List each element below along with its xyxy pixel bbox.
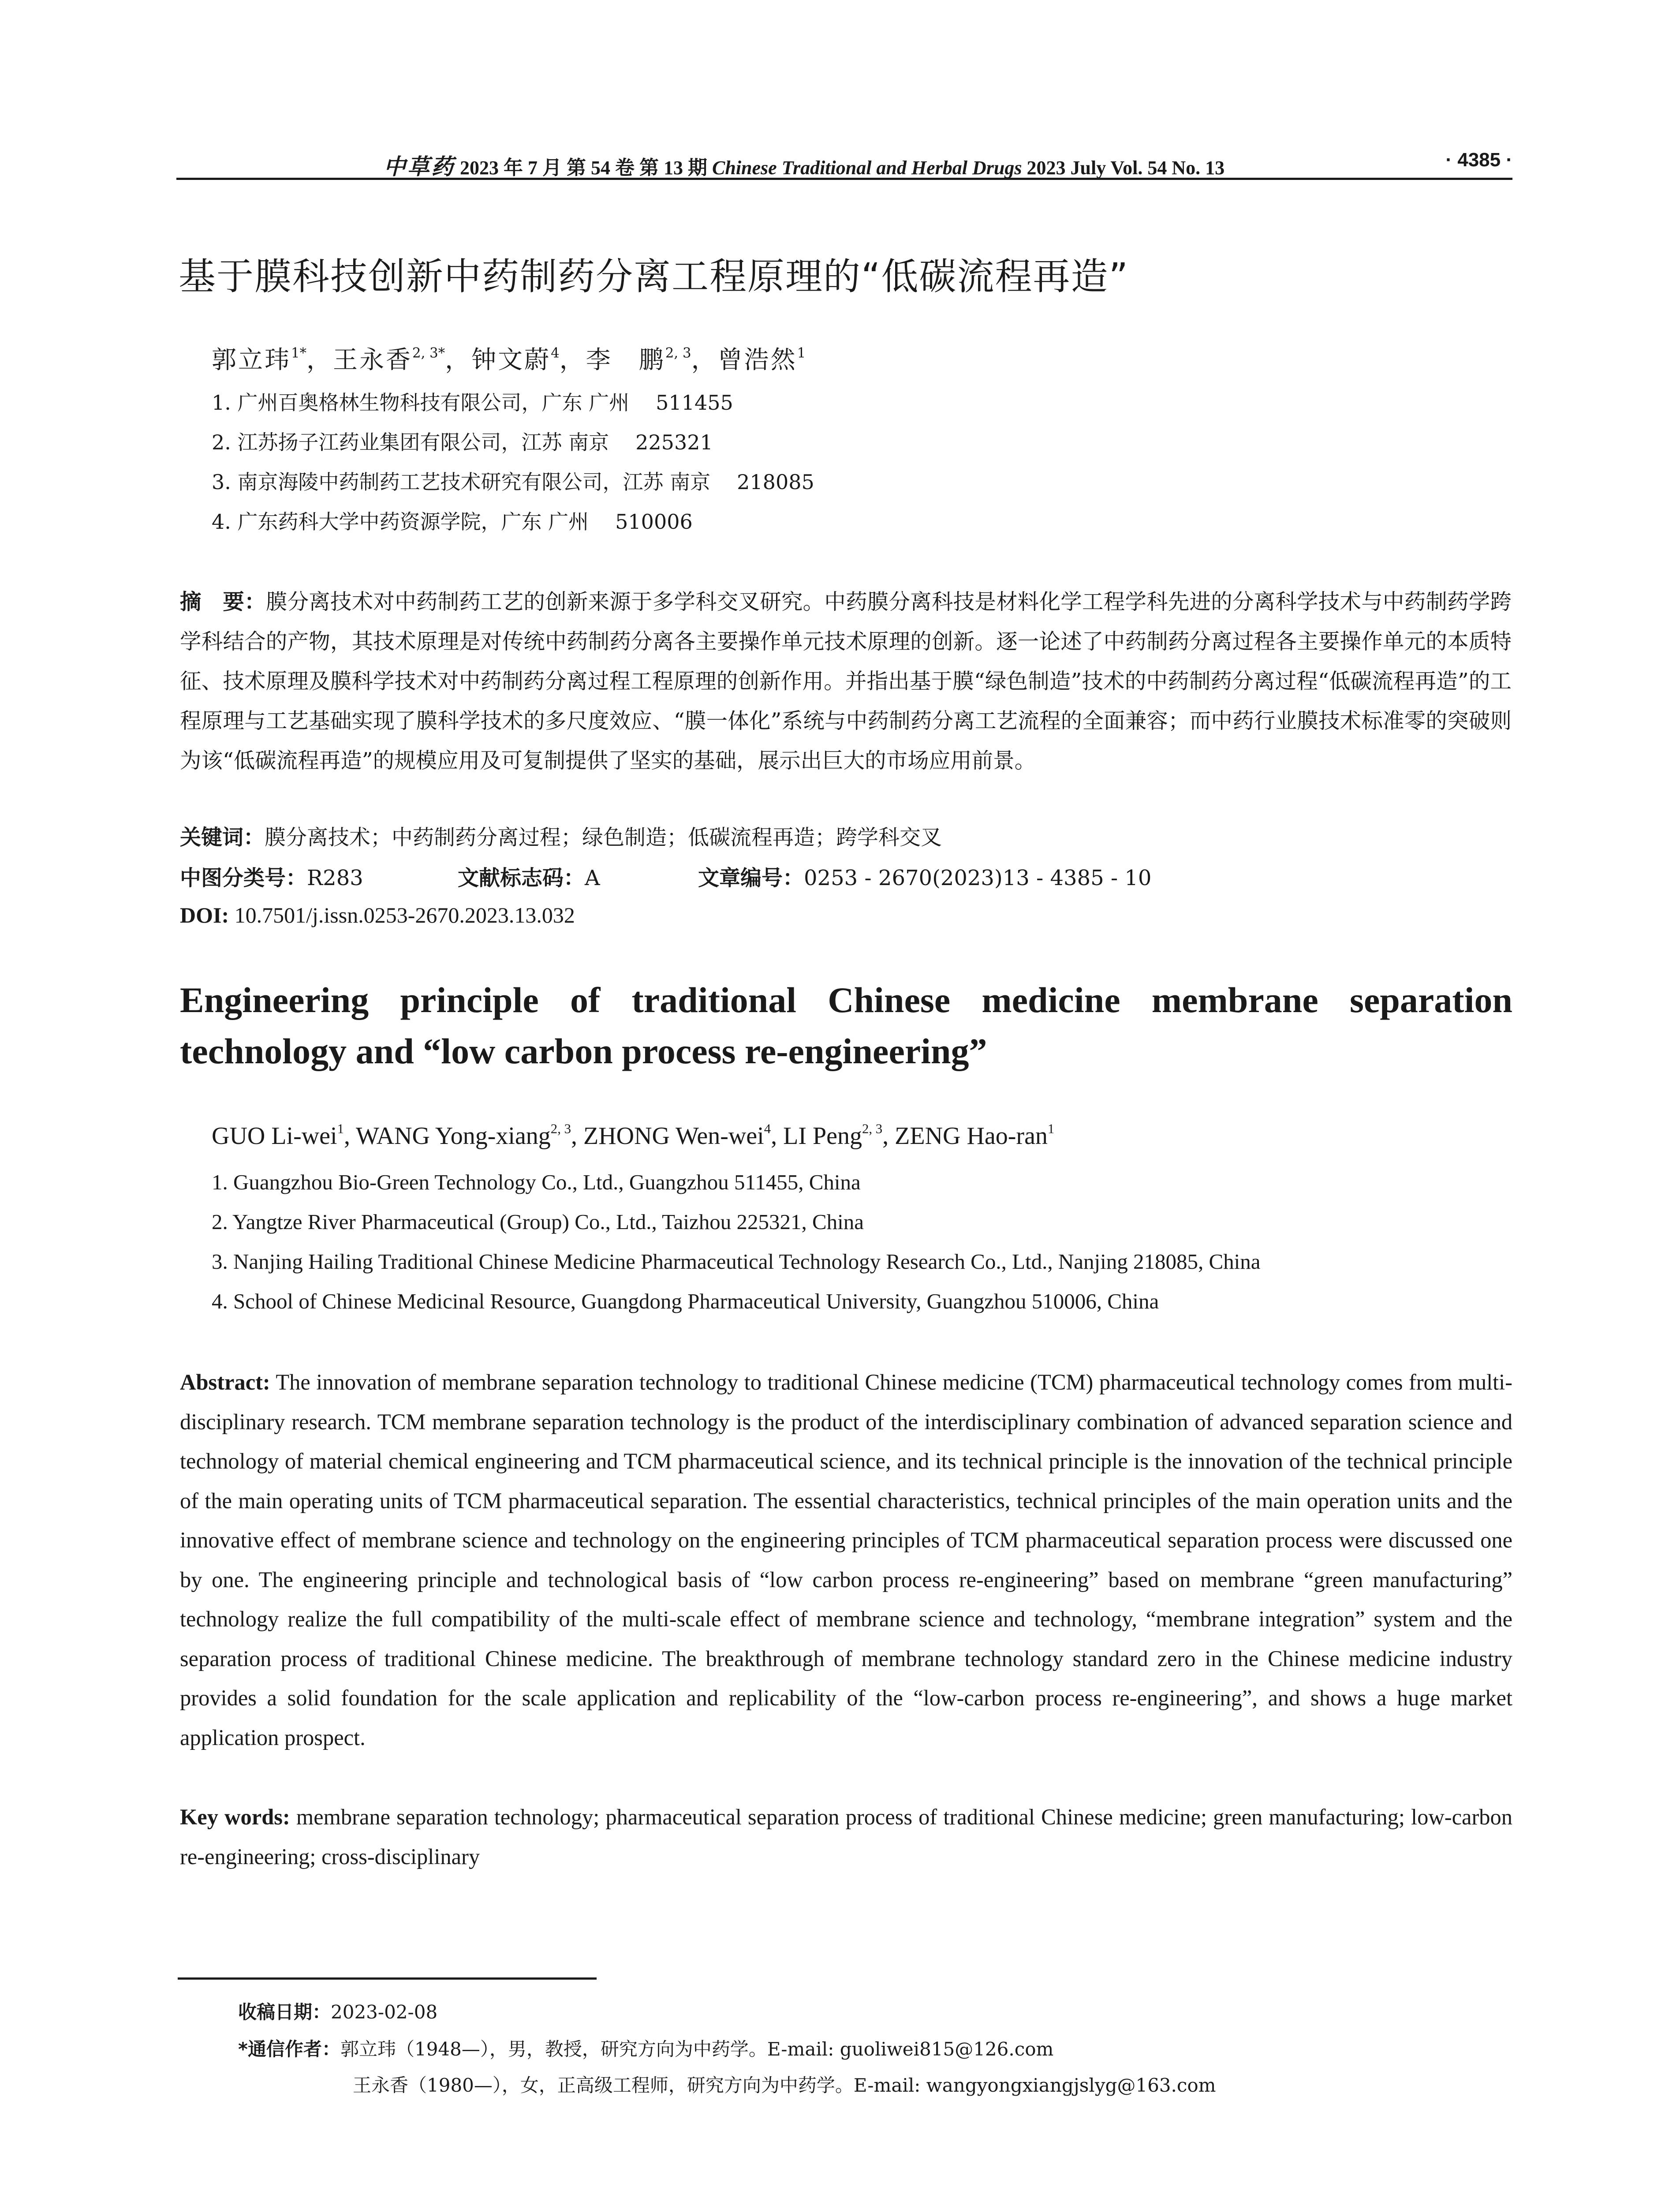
en-affiliation: 3. Nanjing Hailing Traditional Chinese Medicine Pharmaceutical Technology Research Co., Ltd., Nanjing 218085, China [212, 1249, 1261, 1274]
en-author-separator: , [771, 1122, 784, 1150]
footnote-corresponding-1: *通信作者：郭立玮（1948—），男，教授，研究方向为中药学。E-mail: guoliwei815@126.com [238, 2038, 1054, 2060]
en-affiliation: 2. Yangtze River Pharmaceutical (Group) Co., Ltd., Taizhou 225321, China [212, 1210, 864, 1234]
document-code: 文献标志码：A [458, 866, 600, 890]
cn-author-separator: ， [445, 346, 472, 374]
en-author-separator: , [882, 1122, 895, 1150]
en-author-affil-mark: 2, 3 [862, 1121, 883, 1136]
cn-author-affil-mark: 1* [291, 345, 306, 361]
en-author-name: ZENG Hao-ran [895, 1122, 1048, 1150]
journal-name-en: Chinese Traditional and Herbal Drugs [712, 157, 1022, 179]
page-number: · 4385 · [1445, 149, 1512, 171]
en-affiliation: 1. Guangzhou Bio-Green Technology Co., Ltd., Guangzhou 511455, China [212, 1170, 861, 1194]
cn-author-name: 曾浩然 [717, 346, 797, 374]
footnote-received: 收稿日期：2023-02-08 [238, 2001, 438, 2023]
cn-affiliation: 1. 广州百奥格林生物科技有限公司，广东 广州 511455 [212, 391, 733, 415]
cn-author [471, 346, 586, 374]
en-author-name: WANG Yong-xiang [356, 1122, 551, 1150]
en-title: Engineering principle of traditional Chinese medicine membrane separation technology and “low carbon process re-engineering” [180, 980, 1512, 1071]
en-author [583, 1122, 783, 1150]
issue-en: 2023 July Vol. 54 No. 13 [1027, 157, 1225, 179]
cn-author-affil-mark: 4 [551, 345, 560, 361]
cn-title: 基于膜科技创新中药制药分离工程原理的“低碳流程再造” [179, 255, 1129, 298]
article-number: 文章编号：0253 - 2670(2023)13 - 4385 - 10 [698, 866, 1152, 890]
cn-abstract [180, 582, 1512, 781]
en-affiliations [212, 1162, 1261, 1321]
footnote-corresponding-2: 王永香（1980—），女，正高级工程师，研究方向为中药学。E-mail: wangyongxiangjslyg@163.com [353, 2074, 1216, 2096]
en-author [212, 1122, 356, 1150]
en-author-separator: , [571, 1122, 583, 1150]
en-keywords-label: Key words: [180, 1805, 290, 1829]
cn-author [718, 346, 806, 374]
en-author-name: ZHONG Wen-wei [583, 1122, 764, 1150]
cn-abstract-text: 膜分离技术对中药制药工艺的创新来源于多学科交叉研究。中药膜分离科技是材料化学工程学科先进的分离科学技术与中药制药学跨学科结合的产物，其技术原理是对传统中药制药分离各主要操作单元技术原理的创新。逐一论述了中药制药分离过程各主要操作单元的本质特征、技术原理及膜科学技术对中药制药分离过程工程原理的创新作用。并指出基于膜“绿色制造”技术的中药制药分离过程“低碳流程再造”的工程原理与工艺基础实现了膜科学技术的多尺度效应、“膜一体化”系统与中药制药分离工艺流程的全面兼容；而中药行业膜技术标准零的突破则为该“低碳流程再造”的规模应用及可复制提供了坚实的基础，展示出巨大的市场应用前景。 [180, 590, 1512, 773]
cn-author [333, 346, 471, 374]
running-header [176, 140, 1512, 179]
cn-author-affil-mark: 2, 3 [665, 345, 691, 361]
doi-line [180, 902, 575, 928]
cn-author [586, 346, 718, 374]
en-author-affil-mark: 2, 3 [550, 1121, 571, 1136]
cn-author-name: 钟文蔚 [471, 346, 551, 374]
en-author-affil-mark: 1 [1047, 1121, 1055, 1136]
doi-label: DOI: [180, 903, 229, 927]
journal-name-cn: 中草药 [384, 154, 455, 179]
cn-author-separator: ， [691, 346, 718, 374]
en-abstract-label: Abstract: [180, 1370, 270, 1394]
en-author-name: LI Peng [783, 1122, 862, 1150]
cn-author-name: 李 鹏 [586, 346, 665, 374]
cn-keywords [180, 820, 942, 851]
en-author [783, 1122, 895, 1150]
cn-author-name: 郭立玮 [212, 346, 291, 374]
en-abstract [180, 1363, 1512, 1757]
cn-author-affil-mark: 2, 3* [412, 345, 445, 361]
cn-author-separator: ， [559, 346, 586, 374]
cn-affiliations [212, 383, 814, 542]
cn-affiliation: 2. 江苏扬子江药业集团有限公司，江苏 南京 225321 [212, 430, 713, 454]
en-author [356, 1122, 583, 1150]
footnote-rule [178, 1977, 597, 1980]
header-center [384, 149, 1225, 181]
cn-affiliation: 3. 南京海陵中药制药工艺技术研究有限公司，江苏 南京 218085 [212, 470, 814, 494]
en-author [895, 1122, 1054, 1150]
doi-value: 10.7501/j.issn.0253-2670.2023.13.032 [234, 903, 575, 927]
issue-cn: 2023 年 7 月 第 54 卷 第 13 期 [460, 157, 707, 179]
clc: 中图分类号：R283 [180, 866, 363, 890]
cn-author-name: 王永香 [333, 346, 412, 374]
cn-keywords-text: 膜分离技术；中药制药分离过程；绿色制造；低碳流程再造；跨学科交叉 [265, 825, 942, 850]
header-rule [176, 178, 1512, 180]
cn-authors [212, 340, 806, 376]
en-author-separator: , [344, 1122, 356, 1150]
cn-author-separator: ， [306, 346, 333, 374]
cn-keywords-label: 关键词： [180, 825, 265, 850]
en-affiliation: 4. School of Chinese Medicinal Resource, Guangdong Pharmaceutical University, Guangzhou 510006, China [212, 1289, 1159, 1313]
en-keywords [180, 1798, 1512, 1876]
en-author-affil-mark: 4 [764, 1121, 771, 1136]
cn-abstract-label: 摘 要： [180, 590, 266, 614]
cn-affiliation: 4. 广东药科大学中药资源学院，广东 广州 510006 [212, 510, 693, 534]
en-abstract-text: The innovation of membrane separation technology to traditional Chinese medicine (TCM) pharmaceutical technology comes from multi-disciplinary research. TCM membrane separation technology is the product of the interdisciplinary combination of advanced separation science and technology of material chemical engineering and TCM pharmaceutical science, and its technical principle is the innovation of the technical principle of the main operating units of TCM pharmaceutical separation. The essential characteristics, technical principles of the main operation units and the innovative effect of membrane science and technology on the engineering principles of TCM pharmaceutical separation process were discussed one by one. The engineering principle and technological basis of “low carbon process re-engineering” based on membrane “green manufacturing” technology realize the full compatibility of the multi-scale effect of membrane science and technology, “membrane integration” system and the separation process of traditional Chinese medicine. The breakthrough of membrane technology standard zero in the Chinese medicine industry provides a solid foundation for the scale application and replicability of the “low-carbon process re-engineering”, and shows a huge market application prospect. [180, 1370, 1512, 1750]
cn-author-affil-mark: 1 [797, 345, 806, 361]
en-author-affil-mark: 1 [337, 1121, 344, 1136]
cn-author [212, 346, 333, 374]
en-authors [212, 1122, 1054, 1150]
en-author-name: GUO Li-wei [212, 1122, 337, 1150]
en-keywords-text: membrane separation technology; pharmaceutical separation process of traditional Chinese medicine; green manufacturing; low-carbon re-engineering; cross-disciplinary [180, 1805, 1513, 1869]
